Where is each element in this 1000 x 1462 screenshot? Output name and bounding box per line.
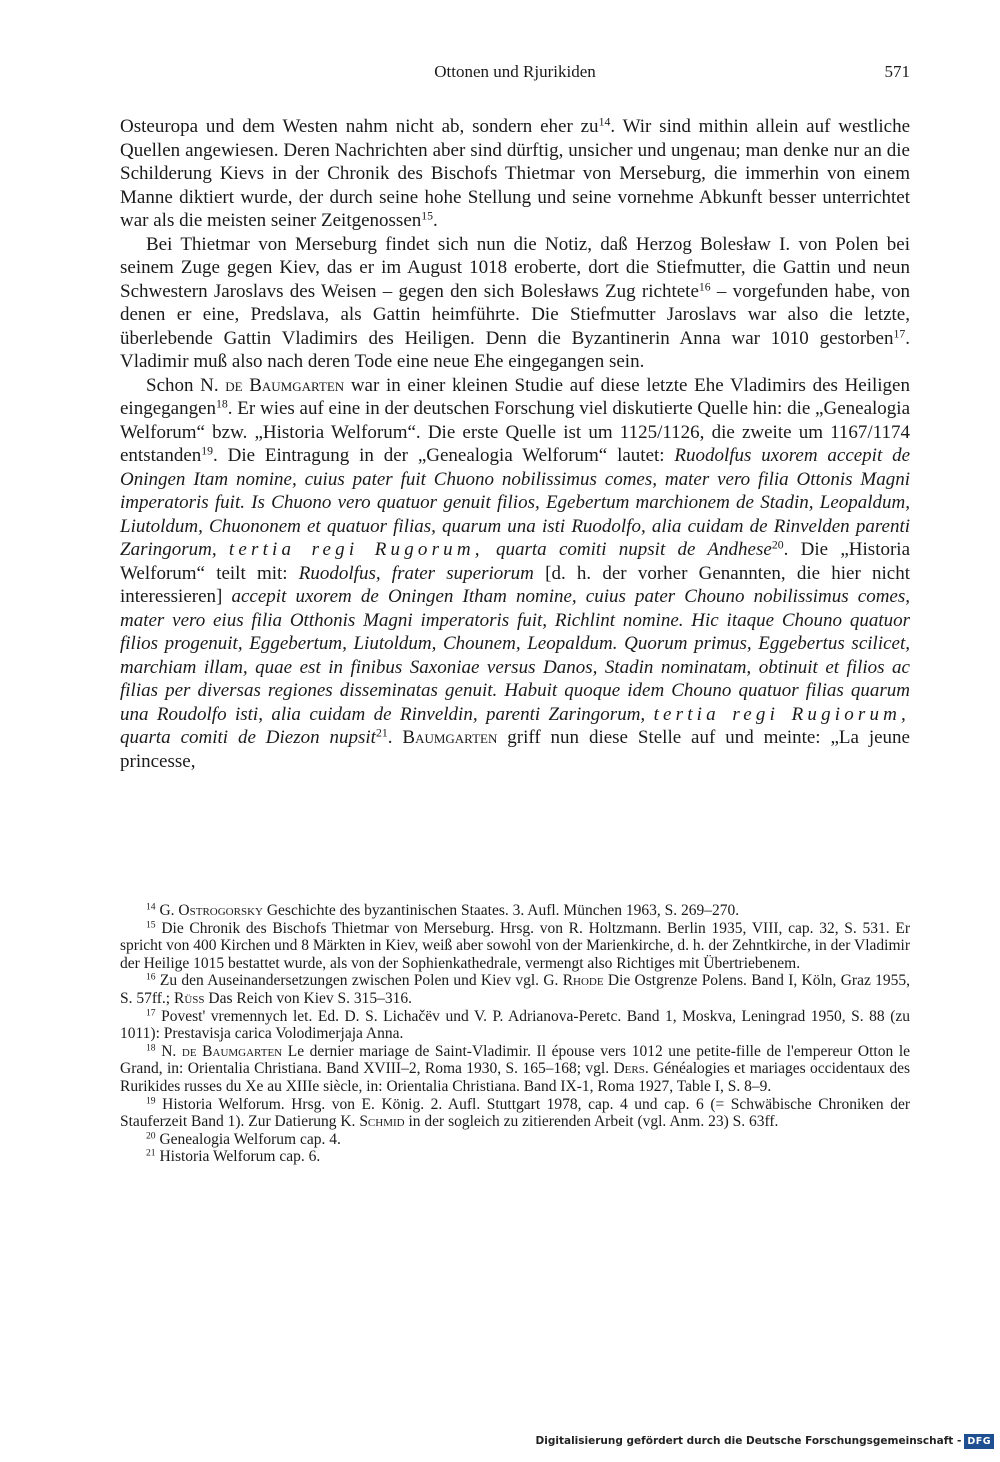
main-text — [120, 115, 910, 773]
footnote-19 — [120, 1096, 910, 1131]
author-name: de Baumgarten — [225, 374, 345, 396]
footnote-ref: 15 — [421, 209, 434, 223]
footnote-16 — [120, 972, 910, 1007]
text: Historia Welforum cap. 6. — [159, 1148, 321, 1166]
footnote-number: 17 — [146, 1007, 156, 1019]
footnote-number: 16 — [146, 972, 156, 984]
footnote-17 — [120, 1008, 910, 1043]
paragraph-1 — [120, 115, 910, 233]
text: in der sogleich zu zitierenden Arbeit (vgl. Anm. 23) S. 63ff. — [404, 1113, 779, 1131]
footnote-number: 20 — [146, 1130, 156, 1142]
text: Osteuropa und dem Westen nahm nicht ab, sondern eher zu — [120, 116, 599, 137]
footnote-ref: 14 — [598, 115, 611, 129]
footnote-20 — [120, 1131, 910, 1149]
spaced-emphasis: tertia regi Rugiorum, — [653, 703, 910, 725]
footnote-ref: 18 — [216, 397, 228, 411]
paragraph-2 — [120, 233, 910, 374]
spaced-emphasis: tertia regi Rugorum, — [228, 539, 484, 560]
digitization-footer — [536, 1432, 994, 1450]
text: griff nun diese Stelle auf und meinte: „La jeune princesse, — [120, 727, 910, 772]
text: N. — [161, 1042, 182, 1060]
author-name: Rüss — [173, 989, 205, 1007]
footnote-ref: 21 — [375, 726, 388, 740]
footnote-ref: 16 — [698, 280, 711, 294]
text: Le dernier mariage de Saint-Vladimir. Il épouse vers 1012 une petite-fille de l'empereur Otton le Grand, in: Orientalia Christiana. Band XVIII–2, Roma 1930, S. 165–168; vgl. — [120, 1042, 911, 1078]
text: – vorgefunden habe, von denen er eine, Predslava, als Gattin heimführte. Die Stiefmutter Jaroslavs war also die letzte, überlebende Gattin Vladimirs des Heiligen. Denn die Byzantinerin Anna war 1010 gestorben — [120, 280, 910, 349]
footnote-21 — [120, 1148, 910, 1166]
footnote-number: 19 — [146, 1095, 156, 1107]
footnote-15 — [120, 920, 910, 973]
text: Historia Welforum. Hrsg. von E. König. 2. Aufl. Stuttgart 1978, cap. 4 und cap. 6 (= Schwäbische Chroniken der Stauferzeit Band 1). Zur Datierung K. — [120, 1095, 910, 1131]
text: . Die „Historia Welforum“ teilt mit: — [120, 539, 911, 584]
footnote-number: 14 — [146, 901, 156, 913]
footnote-ref: 17 — [893, 327, 906, 341]
latin-quote: quarta comiti nupsit de Andhese — [483, 539, 772, 560]
dfg-logo: DFG — [964, 1434, 994, 1449]
text: . Vladimir muß also nach deren Tode eine neue Ehe eingegangen sein. — [120, 327, 910, 372]
text: . Die Eintragung in der „Genealogia Welforum“ lautet: — [213, 445, 675, 466]
text: Zu den Auseinandersetzungen zwischen Polen und Kiev vgl. G. — [159, 972, 563, 990]
author-name: Rhode — [562, 972, 604, 990]
footnote-number: 15 — [146, 919, 156, 931]
page-number: 571 — [884, 62, 910, 81]
footnote-18 — [120, 1043, 910, 1096]
text: war in einer kleinen Studie auf diese letzte Ehe Vladimirs des Heiligen eingegangen — [120, 374, 910, 419]
running-title: Ottonen und Rjurikiden — [434, 62, 596, 81]
author-name: Baumgarten — [402, 727, 498, 748]
text: Povest' vremennych let. Ed. D. S. Lichačëv und V. P. Adrianova-Peretc. Band 1, Moskva, Leningrad 1950, S. 88 (zu 1011): Prestavisja carica Volodimerjaja Anna. — [120, 1007, 910, 1043]
footer-text: Digitalisierung gefördert durch die Deutsche Forschungsgemeinschaft - — [535, 1435, 962, 1447]
paragraph-3 — [120, 374, 910, 774]
text: Die Ostgrenze Polens. Band I, Köln, Graz 1955, S. 57ff.; — [120, 972, 910, 1007]
text: . Wir sind mithin allein auf westliche Quellen angewiesen. Deren Nachrichten aber sind dürftig, unsicher und ungenau; man denke nur an die Schilderung Kievs in der Chronik des Bischofs Thietmar von Merseburg, die immerhin von einem Manne diktiert wurde, der durch seine hohe Stellung und seine vornehme Abkunft besser unterrichtet war als die meisten seiner Zeitgenossen — [120, 116, 911, 231]
text: Généalogies et mariages occidentaux des Rurikides russes du Xe au XIIIe siècle, in: Orientalia Christiana. Band IX-1, Roma 1927, Table I, S. 8–9. — [120, 1060, 910, 1095]
latin-quote: Ruodolfus uxorem accepit de Oningen Itam nomine, cuius pater fuit Chuono nobilissimus comes, mater vero filia Ottonis Magni imperatoris fuit. Is Chuono vero quatuor genuit filios, Egebertum marchionem de Stadin, Leopaldum, Liutoldum, Chuononem et quatuor filias, quarum una isti Ruodolfo, alia cuidam de Rinvelden parenti Zaringorum, — [120, 445, 911, 560]
author-name: de Baumgarten — [181, 1042, 283, 1060]
text: . — [387, 727, 403, 748]
text: Geschichte des byzantinischen Staates. 3. Aufl. München 1963, S. 269–270. — [262, 902, 740, 919]
text: Das Reich von Kiev S. 315–316. — [204, 989, 413, 1007]
footnote-number: 18 — [146, 1042, 156, 1054]
latin-quote: Ruodolfus, frater superiorum — [298, 562, 534, 584]
footnote-ref: 20 — [771, 538, 784, 552]
footnote-number: 21 — [146, 1148, 156, 1160]
text: Genealogia Welforum cap. 4. — [159, 1130, 341, 1148]
author-name: G. Ostrogorsky — [159, 902, 263, 919]
latin-quote: quarta comiti de Diezon nupsit — [120, 727, 376, 748]
footnotes — [120, 902, 910, 1166]
text: . — [433, 210, 438, 231]
footnote-14 — [120, 902, 910, 920]
text: . Er wies auf eine in der deutschen Forschung viel diskutierte Quelle hin: die „Genealogia Welforum“ bzw. „Historia Welforum“. Die erste Quelle ist um 1125/1126, die zweite um 1167/1174 entstanden — [120, 398, 910, 466]
text: [d. h. der vorher Genannten, die hier nicht interessieren] — [120, 562, 911, 607]
author-name: Schmid — [359, 1113, 405, 1131]
text: Bei Thietmar von Merseburg findet sich nun die Notiz, daß Herzog Bolesław I. von Polen bei seinem Zuge gegen Kiev, das er im August 1018 eroberte, dort die Stiefmutter, die Gattin und neun Schwestern Jaroslavs des Weisen – gegen den sich Bolesławs Zug richtete — [120, 233, 910, 302]
latin-quote: accepit uxorem de Oningen Itham nomine, cuius pater Chouno nobilissimus comes, mater vero eius filia Otthonis Magni imperatoris fuit, Richlint nomine. Hic itaque Chouno quatuor filios progenuit, Eggebertum, Liutoldum, Chounem, Leopaldum. Quorum primus, Eggebertus scilicet, marchiam illam, quae est in finibus Saxoniae versus Danos, Stadin nominatam, obtinuit et filios ac filias per diversas regiones disseminatas genuit. Habuit quoque idem Chouno quatuor filias quarum una Roudolfo isti, alia cuidam de Rinveldin, parenti Zaringorum, — [120, 586, 910, 725]
footnote-ref: 19 — [201, 444, 214, 458]
author-name: Ders. — [613, 1060, 649, 1078]
page-header — [120, 62, 910, 86]
text: Die Chronik des Bischofs Thietmar von Merseburg. Hrsg. von R. Holtzmann. Berlin 1935, VIII, cap. 32, S. 531. Er spricht von 400 Kirchen und 8 Märkten in Kiev, weiß aber sowohl von der Marienkirche, d. h. der Zehntkirche, in der Vladimir der Heilige 1015 bestattet wurde, als von der Sophienkathedrale, vermengt also Richtiges mit Übertriebenem. — [120, 919, 910, 972]
text: Schon N. — [146, 374, 226, 396]
